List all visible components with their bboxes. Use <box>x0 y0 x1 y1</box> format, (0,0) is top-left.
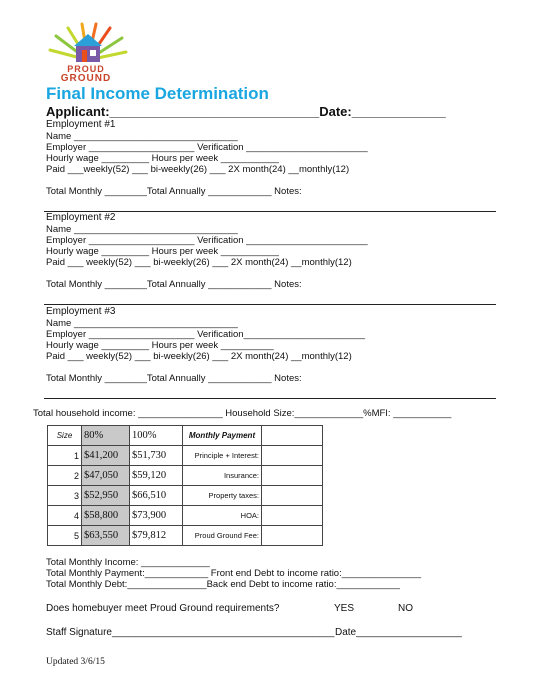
cell-80-percent: $58,800 <box>82 506 130 526</box>
total-monthly-debt-line[interactable]: Total Monthly Debt:_______________Back end Debt to income ratio:____________ <box>46 579 400 590</box>
cell-payment-input[interactable] <box>262 506 323 526</box>
income-limits-table <box>47 425 323 546</box>
cell-payment-input[interactable] <box>262 486 323 506</box>
cell-size: 2 <box>48 466 82 486</box>
employment-name[interactable]: Name _______________________________ <box>46 224 238 235</box>
employment-hourly[interactable]: Hourly wage _________ Hours per week ___________ <box>46 246 279 257</box>
table-row <box>48 506 323 526</box>
signature-date-line[interactable]: Date___________________ <box>335 627 462 638</box>
employment-paid[interactable]: Paid ___weekly(52) ___ bi-weekly(26) ___ 2X month(24) __monthly(12) <box>46 164 350 175</box>
total-monthly-payment-line[interactable]: Total Monthly Payment:____________ Front end Debt to income ratio:_______________ <box>46 568 421 579</box>
employment-totals[interactable]: Total Monthly ________Total Annually ____________ Notes: <box>46 279 302 290</box>
table-header-row <box>48 426 323 446</box>
table-row <box>48 466 323 486</box>
yes-option[interactable]: YES <box>334 603 355 614</box>
cell-payment-label: HOA: <box>183 506 262 526</box>
monthly-summary <box>46 557 421 590</box>
employment-heading: Employment #2 <box>46 212 116 223</box>
header-size: Size <box>48 426 82 446</box>
cell-80-percent: $47,050 <box>82 466 130 486</box>
cell-size: 5 <box>48 526 82 546</box>
cell-100-percent: $66,510 <box>130 486 183 506</box>
logo-line-proud: PROUD <box>67 64 105 74</box>
cell-payment-input[interactable] <box>262 526 323 546</box>
sunburst-house-icon <box>46 22 130 68</box>
section-divider <box>44 304 496 305</box>
header-80-percent: 80% <box>82 426 130 446</box>
table-row <box>48 446 323 466</box>
staff-signature-line[interactable]: Staff Signature________________________________________ <box>46 627 335 638</box>
cell-80-percent: $63,550 <box>82 526 130 546</box>
cell-size: 1 <box>48 446 82 466</box>
employment-totals[interactable]: Total Monthly ________Total Annually ____________ Notes: <box>46 373 302 384</box>
employment-employer[interactable]: Employer ____________________ Verification _______________________ <box>46 142 368 153</box>
table-row <box>48 526 323 546</box>
requirements-question: Does homebuyer meet Proud Ground requirements? <box>46 603 280 614</box>
header-100-percent: 100% <box>130 426 183 446</box>
cell-100-percent: $59,120 <box>130 466 183 486</box>
cell-payment-input[interactable] <box>262 446 323 466</box>
employment-paid[interactable]: Paid ___ weekly(52) ___ bi-weekly(26) ___ 2X month(24) __monthly(12) <box>46 351 352 362</box>
employment-name[interactable]: Name _______________________________ <box>46 131 238 142</box>
cell-100-percent: $73,900 <box>130 506 183 526</box>
cell-payment-label: Insurance: <box>183 466 262 486</box>
employment-section-3 <box>46 306 365 384</box>
employment-hourly[interactable]: Hourly wage _________ Hours per week __________ <box>46 340 274 351</box>
logo-line-ground: GROUND <box>60 73 112 84</box>
cell-payment-label: Principle + Interest: <box>183 446 262 466</box>
cell-100-percent: $79,812 <box>130 526 183 546</box>
cell-payment-label: Proud Ground Fee: <box>183 526 262 546</box>
section-divider <box>44 398 496 399</box>
cell-size: 4 <box>48 506 82 526</box>
updated-date: Updated 3/6/15 <box>46 657 105 667</box>
applicant-date-line[interactable]: Applicant:_____________________________Date:_____________ <box>46 104 446 119</box>
header-monthly-payment: Monthly Payment <box>183 426 262 446</box>
employment-hourly[interactable]: Hourly wage _________ Hours per week ___________ <box>46 153 279 164</box>
employment-employer[interactable]: Employer ____________________ Verification_______________________ <box>46 329 366 340</box>
employment-totals[interactable]: Total Monthly ________Total Annually ____________ Notes: <box>46 186 302 197</box>
employment-heading: Employment #1 <box>46 119 116 130</box>
employment-paid[interactable]: Paid ___ weekly(52) ___ bi-weekly(26) ___ 2X month(24) __monthly(12) <box>46 257 352 268</box>
logo-text <box>48 64 124 84</box>
employment-section-1 <box>46 119 368 197</box>
cell-payment-input[interactable] <box>262 466 323 486</box>
employment-heading: Employment #3 <box>46 306 116 317</box>
cell-size: 3 <box>48 486 82 506</box>
cell-80-percent: $52,950 <box>82 486 130 506</box>
page-title: Final Income Determination <box>46 84 269 103</box>
cell-80-percent: $41,200 <box>82 446 130 466</box>
table-row <box>48 486 323 506</box>
cell-100-percent: $51,730 <box>130 446 183 466</box>
no-option[interactable]: NO <box>398 603 413 614</box>
employment-employer[interactable]: Employer ____________________ Verification _______________________ <box>46 235 368 246</box>
employment-name[interactable]: Name _______________________________ <box>46 318 238 329</box>
header-blank-cell <box>262 426 323 446</box>
total-monthly-income-line[interactable]: Total Monthly Income: _____________ <box>46 557 210 568</box>
cell-payment-label: Property taxes: <box>183 486 262 506</box>
employment-section-2 <box>46 212 368 290</box>
household-line[interactable]: Total household income: ________________ Household Size:_____________%MFI: ___________ <box>33 408 452 419</box>
